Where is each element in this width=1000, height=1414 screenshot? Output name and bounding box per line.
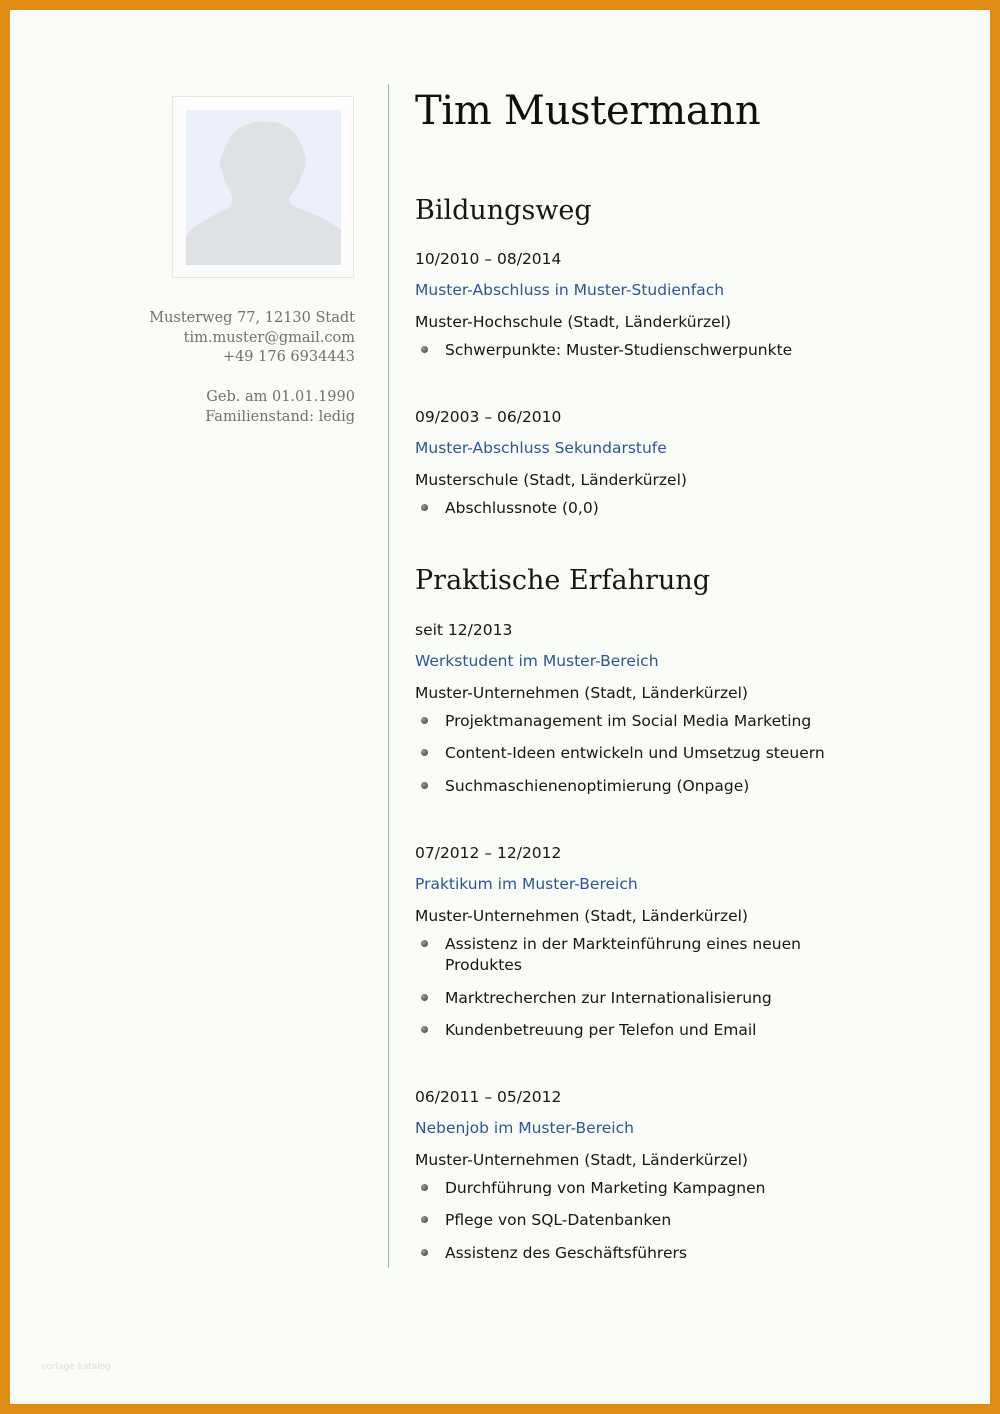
bullet-item: Assistenz in der Markteinführung eines neuen Produktes	[415, 934, 825, 977]
bullet-dot-icon	[421, 994, 428, 1001]
bullet-dot-icon	[421, 1249, 428, 1256]
column-divider	[388, 84, 389, 1268]
entry-date: 10/2010 – 08/2014	[415, 250, 562, 268]
experience-entry	[415, 838, 935, 1053]
person-name: Tim Mustermann	[415, 88, 761, 134]
bullet-dot-icon	[421, 749, 428, 756]
cv-page	[10, 10, 990, 1404]
bullet-item: Projektmanagement im Social Media Marketing	[415, 711, 825, 733]
bullet-item: Pflege von SQL-Datenbanken	[415, 1210, 825, 1232]
contact-email: tim.muster@gmail.com	[183, 329, 355, 346]
contact-marital: Familienstand: ledig	[205, 408, 355, 425]
experience-entry	[415, 615, 935, 808]
bullet-dot-icon	[421, 1026, 428, 1033]
bullet-dot-icon	[421, 717, 428, 724]
bullet-item: Abschlussnote (0,0)	[415, 498, 825, 520]
entry-organization: Muster-Unternehmen (Stadt, Länderkürzel)	[415, 1150, 748, 1169]
entry-bullet-list	[415, 340, 935, 362]
entry-date: seit 12/2013	[415, 621, 513, 639]
entry-title: Praktikum im Muster-Bereich	[415, 875, 638, 894]
entry-bullet-list	[415, 498, 935, 520]
bullet-dot-icon	[421, 504, 428, 511]
entry-date: 06/2011 – 05/2012	[415, 1088, 562, 1106]
bullet-dot-icon	[421, 1216, 428, 1223]
entry-bullet-list	[415, 1178, 935, 1265]
education-entry	[415, 244, 935, 372]
bullet-dot-icon	[421, 940, 428, 947]
bullet-dot-icon	[421, 346, 428, 353]
bullet-item: Durchführung von Marketing Kampagnen	[415, 1178, 825, 1200]
entry-title: Muster-Abschluss in Muster-Studienfach	[415, 281, 725, 300]
entry-title: Muster-Abschluss Sekundarstufe	[415, 439, 667, 458]
entry-organization: Muster-Unternehmen (Stadt, Länderkürzel)	[415, 906, 748, 925]
bullet-item: Marktrecherchen zur Internationalisierung	[415, 988, 825, 1010]
section-heading-experience: Praktische Erfahrung	[415, 565, 711, 596]
education-entry	[415, 402, 935, 530]
bullet-item: Schwerpunkte: Muster-Studienschwerpunkte	[415, 340, 825, 362]
bullet-dot-icon	[421, 782, 428, 789]
entry-bullet-list	[415, 934, 935, 1042]
contact-birth: Geb. am 01.01.1990	[206, 388, 355, 405]
entry-title: Nebenjob im Muster-Bereich	[415, 1119, 634, 1138]
entry-bullet-list	[415, 711, 935, 798]
section-heading-education: Bildungsweg	[415, 195, 592, 226]
entry-date: 07/2012 – 12/2012	[415, 844, 562, 862]
person-silhouette-icon	[186, 110, 341, 265]
experience-entry	[415, 1082, 935, 1275]
bullet-item: Assistenz des Geschäftsführers	[415, 1243, 825, 1265]
bullet-item: Suchmaschienenoptimierung (Onpage)	[415, 776, 825, 798]
contact-info	[50, 309, 355, 427]
entry-organization: Muster-Unternehmen (Stadt, Länderkürzel)	[415, 683, 748, 702]
watermark: vorlage katalog	[41, 1362, 111, 1372]
bullet-item: Content-Ideen entwickeln und Umsetzug steuern	[415, 743, 825, 765]
entry-title: Werkstudent im Muster-Bereich	[415, 652, 659, 671]
contact-phone: +49 176 6934443	[222, 349, 355, 366]
profile-photo	[172, 96, 354, 278]
entry-organization: Muster-Hochschule (Stadt, Länderkürzel)	[415, 312, 732, 331]
entry-organization: Musterschule (Stadt, Länderkürzel)	[415, 470, 687, 489]
bullet-item: Kundenbetreuung per Telefon und Email	[415, 1020, 825, 1042]
bullet-dot-icon	[421, 1184, 428, 1191]
entry-date: 09/2003 – 06/2010	[415, 408, 562, 426]
contact-address: Musterweg 77, 12130 Stadt	[149, 310, 355, 326]
